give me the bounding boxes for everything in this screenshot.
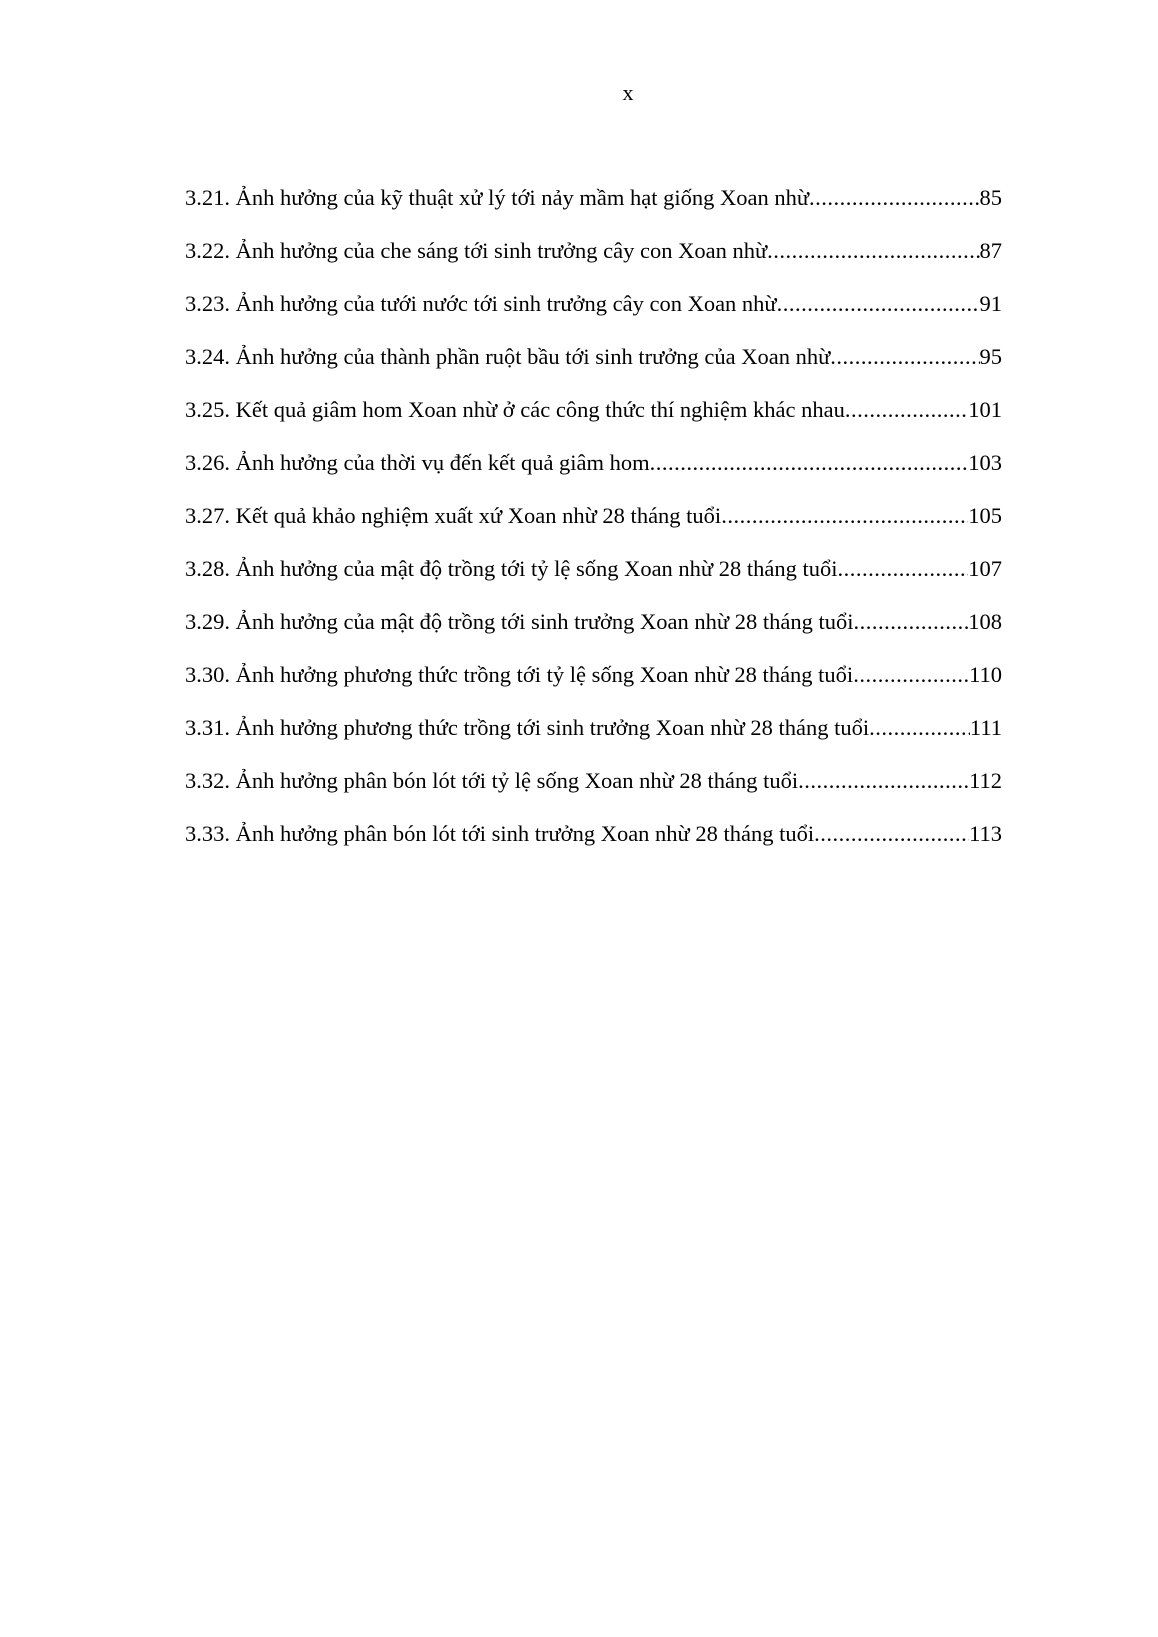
toc-entry-title: 3.28. Ảnh hưởng của mật độ trồng tới tỷ lệ sống Xoan nhừ 28 tháng tuổi [185,556,838,581]
toc-entry-page: 113 [969,821,1002,846]
page-number: x [622,80,634,105]
toc-entry-title: 3.29. Ảnh hưởng của mật độ trồng tới sinh trưởng Xoan nhừ 28 tháng tuổi [185,609,854,634]
dot-leader [798,768,969,794]
toc-entry[interactable] [185,238,1002,291]
table-of-contents [185,185,1002,874]
toc-entry-page: 111 [969,715,1002,740]
dot-leader [838,556,969,582]
toc-entry[interactable] [185,768,1002,821]
toc-entry-page: 91 [979,291,1002,316]
toc-entry[interactable] [185,185,1002,238]
toc-entry[interactable] [185,450,1002,503]
toc-entry-title: 3.33. Ảnh hưởng phân bón lót tới sinh trưởng Xoan nhừ 28 tháng tuổi [185,821,815,846]
toc-entry-title: 3.26. Ảnh hưởng của thời vụ đến kết quả giâm hom [185,450,650,475]
toc-entry[interactable] [185,503,1002,556]
toc-entry[interactable] [185,291,1002,344]
dot-leader [830,344,979,370]
toc-entry-page: 108 [968,609,1002,634]
dot-leader [777,291,980,317]
toc-entry-title: 3.24. Ảnh hưởng của thành phần ruột bầu tới sinh trưởng của Xoan nhừ [185,344,831,369]
dot-leader [869,715,970,741]
toc-entry-page: 103 [968,450,1002,475]
toc-entry-page: 105 [968,503,1002,528]
toc-entry[interactable] [185,397,1002,450]
toc-entry-page: 101 [968,397,1002,422]
dot-leader [853,609,968,635]
toc-entry-page: 95 [979,344,1002,369]
dot-leader [767,238,979,264]
toc-entry-title: 3.23. Ảnh hưởng của tưới nước tới sinh trưởng cây con Xoan nhừ [185,291,777,316]
toc-entry-title: 3.31. Ảnh hưởng phương thức trồng tới sinh trưởng Xoan nhừ 28 tháng tuổi [185,715,870,740]
toc-entry-page: 110 [969,662,1002,687]
toc-entry-title: 3.22. Ảnh hưởng của che sáng tới sinh trưởng cây con Xoan nhừ [185,238,768,263]
dot-leader [650,450,969,476]
dot-leader [809,185,979,211]
toc-entry[interactable] [185,715,1002,768]
toc-entry[interactable] [185,344,1002,397]
toc-entry-title: 3.27. Kết quả khảo nghiệm xuất xứ Xoan nhừ 28 tháng tuổi [185,503,722,528]
dot-leader [721,503,968,529]
toc-entry-page: 85 [979,185,1002,210]
dot-leader [814,821,969,847]
dot-leader [853,662,969,688]
toc-entry[interactable] [185,556,1002,609]
toc-entry[interactable] [185,821,1002,874]
toc-entry-title: 3.21. Ảnh hưởng của kỹ thuật xử lý tới nảy mầm hạt giống Xoan nhừ [185,185,810,210]
dot-leader [845,397,968,423]
toc-entry-page: 107 [968,556,1002,581]
toc-entry-title: 3.25. Kết quả giâm hom Xoan nhừ ở các công thức thí nghiệm khác nhau [185,397,845,422]
toc-entry[interactable] [185,609,1002,662]
toc-entry-title: 3.32. Ảnh hưởng phân bón lót tới tỷ lệ sống Xoan nhừ 28 tháng tuổi [185,768,799,793]
toc-entry-page: 87 [979,238,1002,263]
toc-entry-page: 112 [969,768,1002,793]
toc-entry[interactable] [185,662,1002,715]
toc-entry-title: 3.30. Ảnh hưởng phương thức trồng tới tỷ lệ sống Xoan nhừ 28 tháng tuổi [185,662,854,687]
